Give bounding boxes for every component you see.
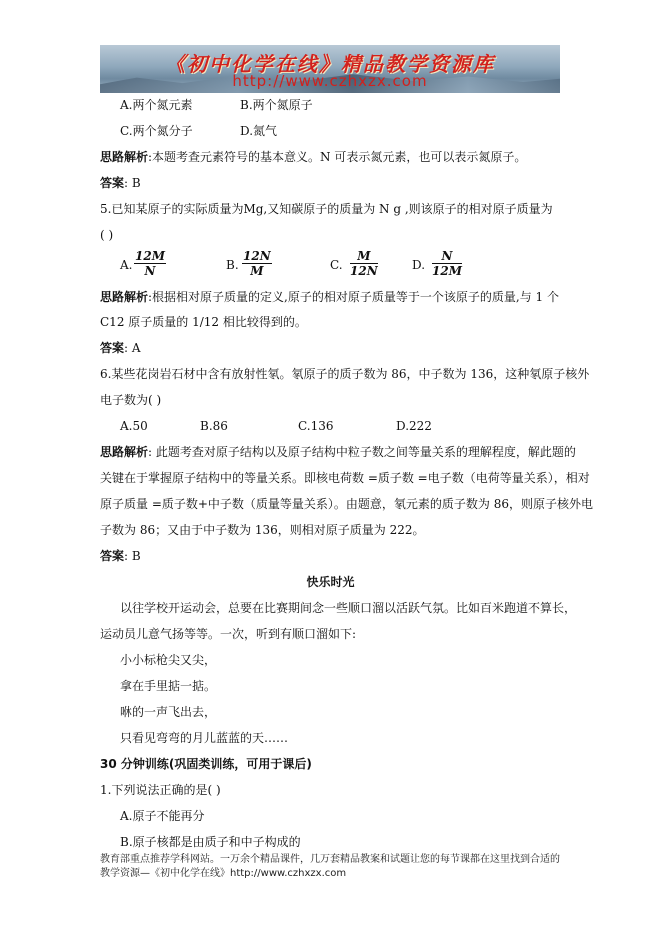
q1-option-b: B.原子核都是由质子和中子构成的 — [120, 835, 301, 849]
q6-analysis-line-2: 关键在于掌握原子结构中的等量关系。即核电荷数 =质子数 =电子数（电荷等量关系），相对 — [100, 471, 590, 485]
q5-option-d-numerator: N — [432, 250, 462, 264]
q4-analysis-label: 思路解析 — [100, 150, 149, 164]
q5-option-b-numerator: 12N — [243, 249, 271, 263]
q6-answer — [100, 548, 141, 564]
q5-answer-label: 答案 — [100, 341, 125, 355]
q6-option-a: A.50 — [120, 419, 148, 433]
q5-analysis-text-1: :根据相对原子质量的定义,原子的相对原子质量等于一个该原子的质量,与 1 个 — [148, 290, 559, 304]
q4-option-a: A.两个氮元素 — [120, 98, 193, 112]
q6-stem-line-2: 电子数为( ) — [100, 393, 162, 407]
q6-stem-line-1: 6.某些花岗岩石材中含有放射性氡。氡原子的质子数为 86，中子数为 136，这种氡原子核外 — [100, 367, 590, 381]
q6-analysis-text-1: : 此题考查对原子结构以及原子结构中粒子数之间等量关系的理解程度，解此题的 — [148, 445, 576, 459]
q5-option-c-numerator: M — [350, 250, 378, 264]
q6-option-d: D.222 — [396, 419, 432, 433]
q6-answer-text: : B — [124, 549, 141, 563]
q4-option-c: C.两个氮分子 — [120, 124, 193, 138]
q4-answer-text: : B — [124, 176, 141, 190]
q5-option-d-denominator: 12M — [432, 264, 462, 278]
q5-option-b-fraction — [242, 250, 272, 278]
q6-option-c: C.136 — [298, 419, 334, 433]
q4-option-b: B.两个氮原子 — [240, 98, 313, 112]
q5-option-a-label: A. — [120, 258, 133, 272]
q5-analysis-line-1 — [100, 289, 559, 305]
banner-title: 《初中化学在线》精品教学资源库 — [165, 52, 495, 76]
happy-paragraph-line-1: 以往学校开运动会，总要在比赛期间念一些顺口溜以活跃气氛。比如百米跑道不算长， — [120, 601, 577, 615]
q5-answer — [100, 340, 141, 356]
section-title: 30 分钟训练(巩固类训练，可用于课后) — [100, 757, 312, 771]
q6-option-b: B.86 — [200, 419, 228, 433]
q5-option-d-label: D. — [412, 258, 426, 272]
q6-answer-label: 答案 — [100, 549, 125, 563]
q6-analysis-line-1 — [100, 444, 576, 460]
q5-option-c-denominator: 12N — [350, 264, 378, 278]
q6-analysis-line-4: 子数为 86；又由于中子数为 136，则相对原子质量为 222。 — [100, 523, 425, 537]
q5-option-d-fraction — [432, 250, 462, 278]
q5-answer-text: : A — [124, 341, 141, 355]
q5-option-b-label: B. — [226, 258, 239, 272]
banner-url: http://www.czhxzx.com — [232, 72, 428, 90]
q1-stem: 1.下列说法正确的是( ) — [100, 783, 221, 797]
q4-analysis — [100, 149, 526, 165]
q5-option-a-fraction — [134, 250, 166, 278]
happy-time-title: 快乐时光 — [306, 575, 355, 589]
q4-answer — [100, 175, 141, 191]
footer-line-1: 教育部重点推荐学科网站。一万余个精品课件，几万套精品教案和试题让您的每节课都在这里找到合适的 — [100, 854, 560, 865]
q4-answer-label: 答案 — [100, 176, 125, 190]
q5-option-c-fraction — [350, 250, 378, 278]
q4-option-d: D.氮气 — [240, 124, 278, 138]
happy-verse-4: 只看见弯弯的月儿蓝蓝的天…… — [120, 731, 289, 745]
q5-stem-line-1: 5.已知某原子的实际质量为Mg,又知碳原子的质量为 N g ,则该原子的相对原子质量为 — [100, 202, 553, 216]
q5-analysis-line-2: C12 原子质量的 1/12 相比较得到的。 — [100, 315, 307, 329]
q5-option-a-numerator: 12M — [135, 249, 165, 263]
q6-analysis-line-3: 原子质量 =质子数+中子数（质量等量关系）。由题意，氡元素的质子数为 86，则原子核外电 — [100, 497, 594, 511]
q5-stem-line-2: ( ) — [100, 228, 114, 242]
q1-option-a: A.原子不能再分 — [120, 809, 205, 823]
q4-analysis-text: :本题考查元素符号的基本意义。N 可表示氮元素，也可以表示氮原子。 — [148, 150, 527, 164]
q6-analysis-label: 思路解析 — [100, 445, 149, 459]
happy-paragraph-line-2: 运动员儿意气扬等等。一次，听到有顺口溜如下: — [100, 627, 357, 641]
q5-option-b-denominator: M — [250, 264, 264, 278]
q5-option-c-label: C. — [330, 258, 343, 272]
happy-verse-3: 咻的一声飞出去， — [120, 705, 217, 719]
happy-verse-1: 小小标枪尖又尖， — [120, 653, 217, 667]
happy-verse-2: 拿在手里掂一掂。 — [120, 679, 217, 693]
q5-analysis-label: 思路解析 — [100, 290, 149, 304]
footer-line-2: 教学资源—《初中化学在线》http://www.czhxzx.com — [100, 868, 347, 879]
q5-option-a-denominator: N — [144, 264, 156, 278]
header-banner — [100, 45, 560, 93]
